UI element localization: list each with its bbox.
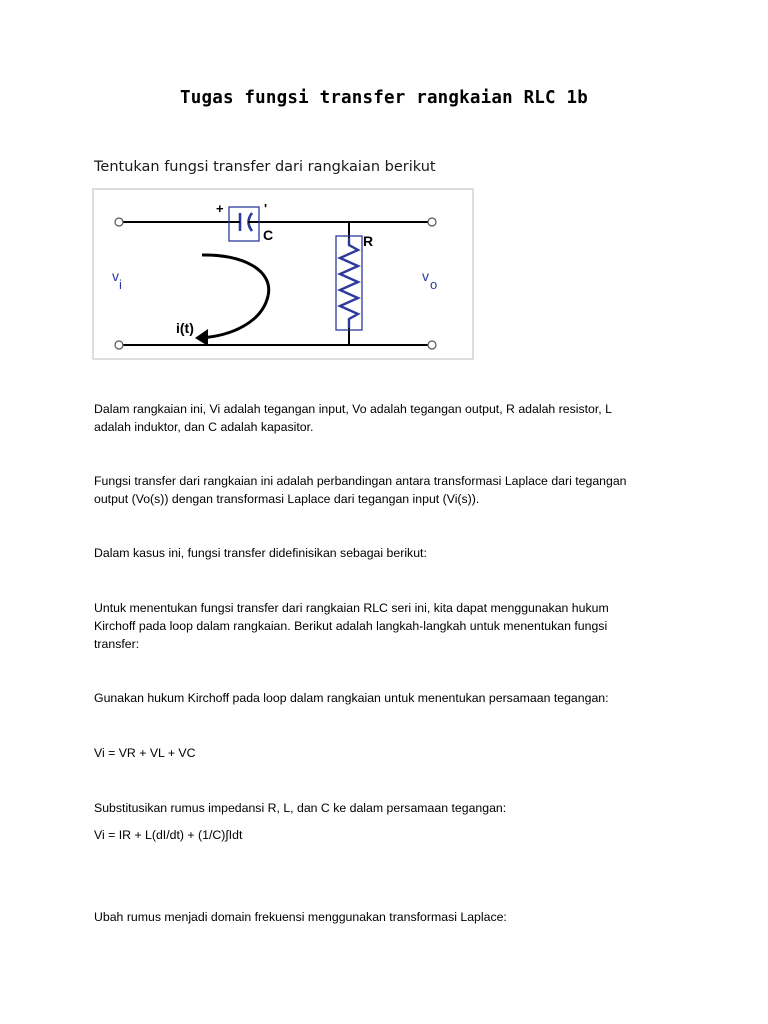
paragraph-line: adalah induktor, dan C adalah kapasitor. bbox=[94, 420, 314, 434]
vo-subscript: o bbox=[430, 277, 438, 292]
paragraph-definitions bbox=[94, 400, 674, 436]
vi-label: v bbox=[112, 268, 119, 284]
paragraph-line: Untuk menentukan fungsi transfer dari rangkaian RLC seri ini, kita dapat menggunakan hukum bbox=[94, 601, 609, 615]
equation-line: Vi = VR + VL + VC bbox=[94, 746, 196, 760]
document-title: Tugas fungsi transfer rangkaian RLC 1b bbox=[180, 88, 588, 108]
rlc-circuit-diagram bbox=[92, 188, 474, 360]
equation-line: Vi = IR + L(dI/dt) + (1/C)∫Idt bbox=[94, 828, 243, 842]
intro-text: Tentukan fungsi transfer dari rangkaian berikut bbox=[94, 159, 436, 175]
paragraph-kirchoff bbox=[94, 689, 674, 707]
terminal-vo-bottom bbox=[428, 341, 436, 349]
circuit-figure bbox=[92, 188, 474, 360]
capacitor-box bbox=[229, 207, 259, 241]
current-label: i(t) bbox=[176, 320, 194, 336]
paragraph-line: Fungsi transfer dari rangkaian ini adalah perbandingan antara transformasi Laplace dari tegangan bbox=[94, 474, 627, 488]
paragraph-line: Ubah rumus menjadi domain frekuensi menggunakan transformasi Laplace: bbox=[94, 910, 507, 924]
vo-label: v bbox=[422, 268, 429, 284]
paragraph-line: Substitusikan rumus impedansi R, L, dan C ke dalam persamaan tegangan: bbox=[94, 801, 507, 815]
capacitor bbox=[229, 207, 259, 241]
equation-impedance bbox=[94, 826, 674, 844]
paragraph-substitute bbox=[94, 799, 674, 817]
terminal-vi-bottom bbox=[115, 341, 123, 349]
paragraph-method bbox=[94, 599, 674, 653]
terminal-vo-top bbox=[428, 218, 436, 226]
resistor bbox=[336, 236, 362, 330]
paragraph-line: Dalam kasus ini, fungsi transfer didefinisikan sebagai berikut: bbox=[94, 546, 427, 560]
paragraph-laplace bbox=[94, 908, 674, 926]
figure-border bbox=[93, 189, 473, 359]
terminal-vi-top bbox=[115, 218, 123, 226]
vi-subscript: i bbox=[119, 277, 122, 292]
circuit-wires bbox=[123, 222, 428, 345]
resistor-zigzag bbox=[340, 238, 358, 328]
plus-label: + bbox=[216, 201, 224, 216]
equation-voltage bbox=[94, 744, 674, 762]
paragraph-line: transfer: bbox=[94, 637, 140, 651]
current-arrow-icon bbox=[195, 255, 269, 346]
paragraph-line: output (Vo(s)) dengan transformasi Laplace dari tegangan input (Vi(s)). bbox=[94, 492, 480, 506]
minus-label: ' bbox=[264, 201, 268, 216]
resistor-label: R bbox=[363, 233, 374, 249]
paragraph-transfer-function bbox=[94, 472, 674, 508]
capacitor-label: C bbox=[263, 227, 274, 243]
paragraph-line: Dalam rangkaian ini, Vi adalah tegangan input, Vo adalah tegangan output, R adalah resistor, L bbox=[94, 402, 612, 416]
paragraph-line: Kirchoff pada loop dalam rangkaian. Berikut adalah langkah-langkah untuk menentukan fungsi bbox=[94, 619, 608, 633]
terminals bbox=[115, 218, 436, 349]
paragraph-case bbox=[94, 544, 674, 562]
paragraph-line: Gunakan hukum Kirchoff pada loop dalam rangkaian untuk menentukan persamaan tegangan: bbox=[94, 691, 609, 705]
